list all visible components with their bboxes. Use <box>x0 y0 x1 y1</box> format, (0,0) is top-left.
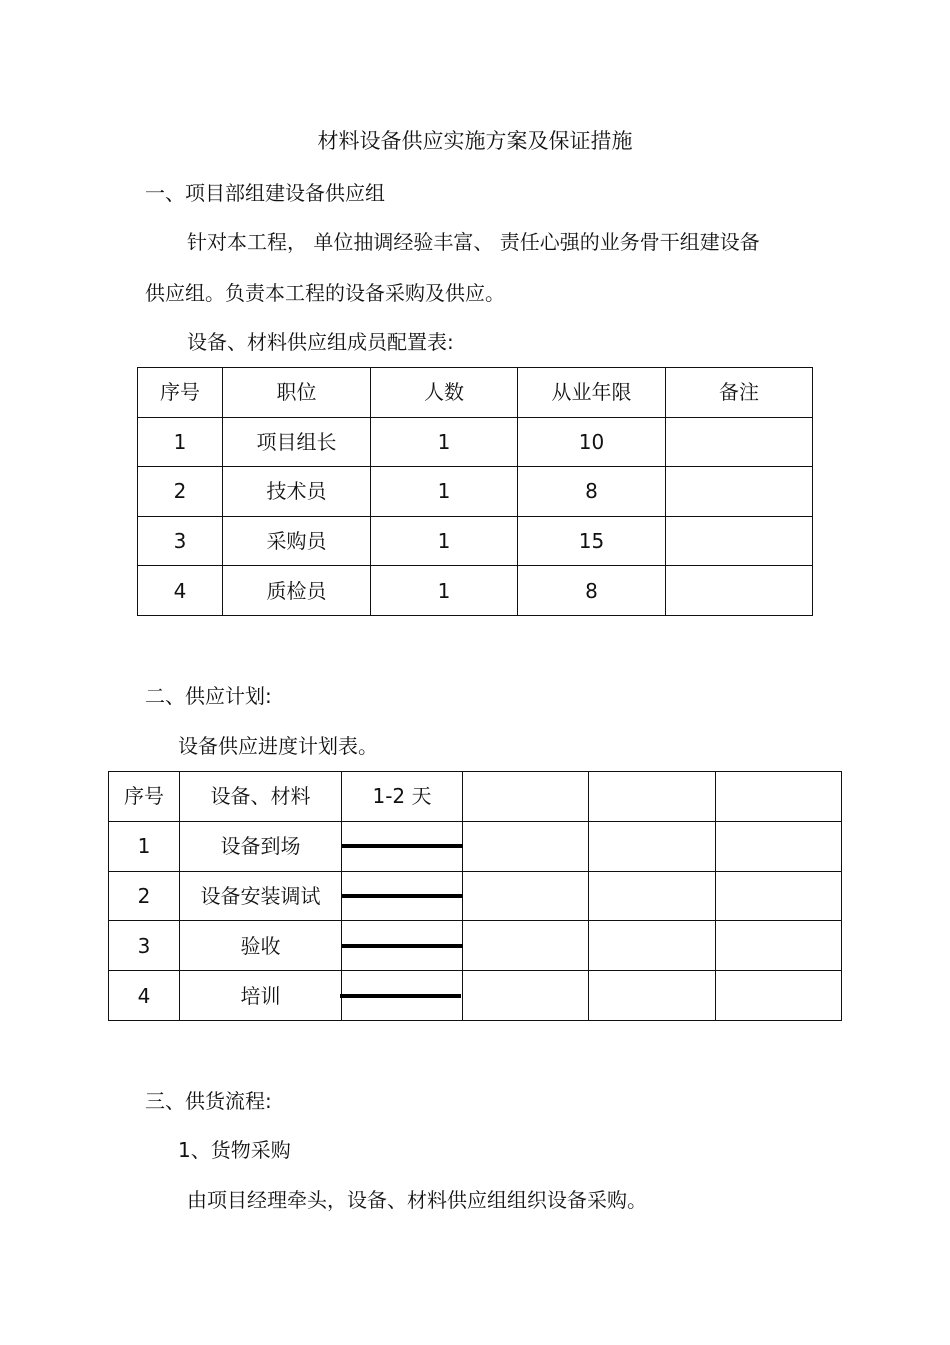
table-cell: 3 <box>138 516 223 566</box>
table-cell <box>666 566 813 616</box>
table-cell: 1 <box>371 417 518 467</box>
table-cell <box>589 971 716 1021</box>
table-cell: 1 <box>138 417 223 467</box>
section3-heading: 三、供货流程: <box>145 1089 272 1113</box>
table-cell: 设备安装调试 <box>180 871 342 921</box>
section1-heading: 一、项目部组建设备供应组 <box>145 181 385 205</box>
table-cell <box>716 921 842 971</box>
table-cell <box>589 871 716 921</box>
table-cell: 项目组长 <box>223 417 371 467</box>
table-cell <box>589 921 716 971</box>
table-row <box>138 566 813 616</box>
table-cell <box>716 971 842 1021</box>
table-cell: 1 <box>371 516 518 566</box>
table-cell: 15 <box>518 516 666 566</box>
header-cell: 备注 <box>666 368 813 418</box>
table-cell: 1 <box>371 566 518 616</box>
table-cell: 1 <box>371 467 518 517</box>
table-cell <box>666 516 813 566</box>
table-row <box>109 971 842 1021</box>
schedule-bar <box>342 894 463 898</box>
header-cell: 序号 <box>109 772 180 822</box>
table-cell <box>589 821 716 871</box>
table-cell: 3 <box>109 921 180 971</box>
table-cell <box>716 871 842 921</box>
schedule-bar <box>340 994 461 998</box>
table-row <box>138 467 813 517</box>
table-row <box>109 921 842 971</box>
table-cell <box>463 971 589 1021</box>
schedule-cell <box>342 921 463 971</box>
table-row <box>109 871 842 921</box>
section2-heading: 二、供应计划: <box>145 684 272 708</box>
plan-table <box>108 771 842 1021</box>
table-row <box>138 516 813 566</box>
document-title: 材料设备供应实施方案及保证措施 <box>317 129 633 153</box>
header-cell: 从业年限 <box>518 368 666 418</box>
header-cell <box>463 772 589 822</box>
section1-paragraph-line2: 供应组。负责本工程的设备采购及供应。 <box>145 281 505 305</box>
table-cell: 2 <box>138 467 223 517</box>
table-cell: 8 <box>518 467 666 517</box>
section1-paragraph-line1: 针对本工程， 单位抽调经验丰富、 责任心强的业务骨干组建设备 <box>187 230 760 254</box>
table-cell: 4 <box>138 566 223 616</box>
table-cell <box>463 871 589 921</box>
table-header-row <box>109 772 842 822</box>
table-cell: 质检员 <box>223 566 371 616</box>
header-cell: 职位 <box>223 368 371 418</box>
section3-paragraph: 由项目经理牵头，设备、材料供应组组织设备采购。 <box>187 1188 647 1212</box>
table-cell: 4 <box>109 971 180 1021</box>
table-cell: 2 <box>109 871 180 921</box>
section3-subheading-1: 1、货物采购 <box>178 1138 291 1162</box>
schedule-bar <box>342 844 463 848</box>
table-cell <box>716 821 842 871</box>
table-cell <box>463 921 589 971</box>
table-cell: 技术员 <box>223 467 371 517</box>
header-cell: 1-2 天 <box>342 772 463 822</box>
header-cell: 设备、材料 <box>180 772 342 822</box>
table-row <box>109 821 842 871</box>
table-cell <box>666 467 813 517</box>
header-cell: 人数 <box>371 368 518 418</box>
schedule-cell <box>342 871 463 921</box>
plan-table-caption: 设备供应进度计划表。 <box>178 734 378 758</box>
table-cell: 设备到场 <box>180 821 342 871</box>
table-cell: 培训 <box>180 971 342 1021</box>
table-cell: 10 <box>518 417 666 467</box>
schedule-cell <box>342 821 463 871</box>
schedule-cell <box>342 971 463 1021</box>
table-row <box>138 417 813 467</box>
staff-table-caption: 设备、材料供应组成员配置表: <box>187 330 454 354</box>
schedule-bar <box>342 944 463 948</box>
table-header-row <box>138 368 813 418</box>
header-cell <box>716 772 842 822</box>
table-cell: 验收 <box>180 921 342 971</box>
header-cell <box>589 772 716 822</box>
table-cell <box>463 821 589 871</box>
table-cell <box>666 417 813 467</box>
table-cell: 采购员 <box>223 516 371 566</box>
header-cell: 序号 <box>138 368 223 418</box>
table-cell: 8 <box>518 566 666 616</box>
staff-table <box>137 367 813 616</box>
table-cell: 1 <box>109 821 180 871</box>
